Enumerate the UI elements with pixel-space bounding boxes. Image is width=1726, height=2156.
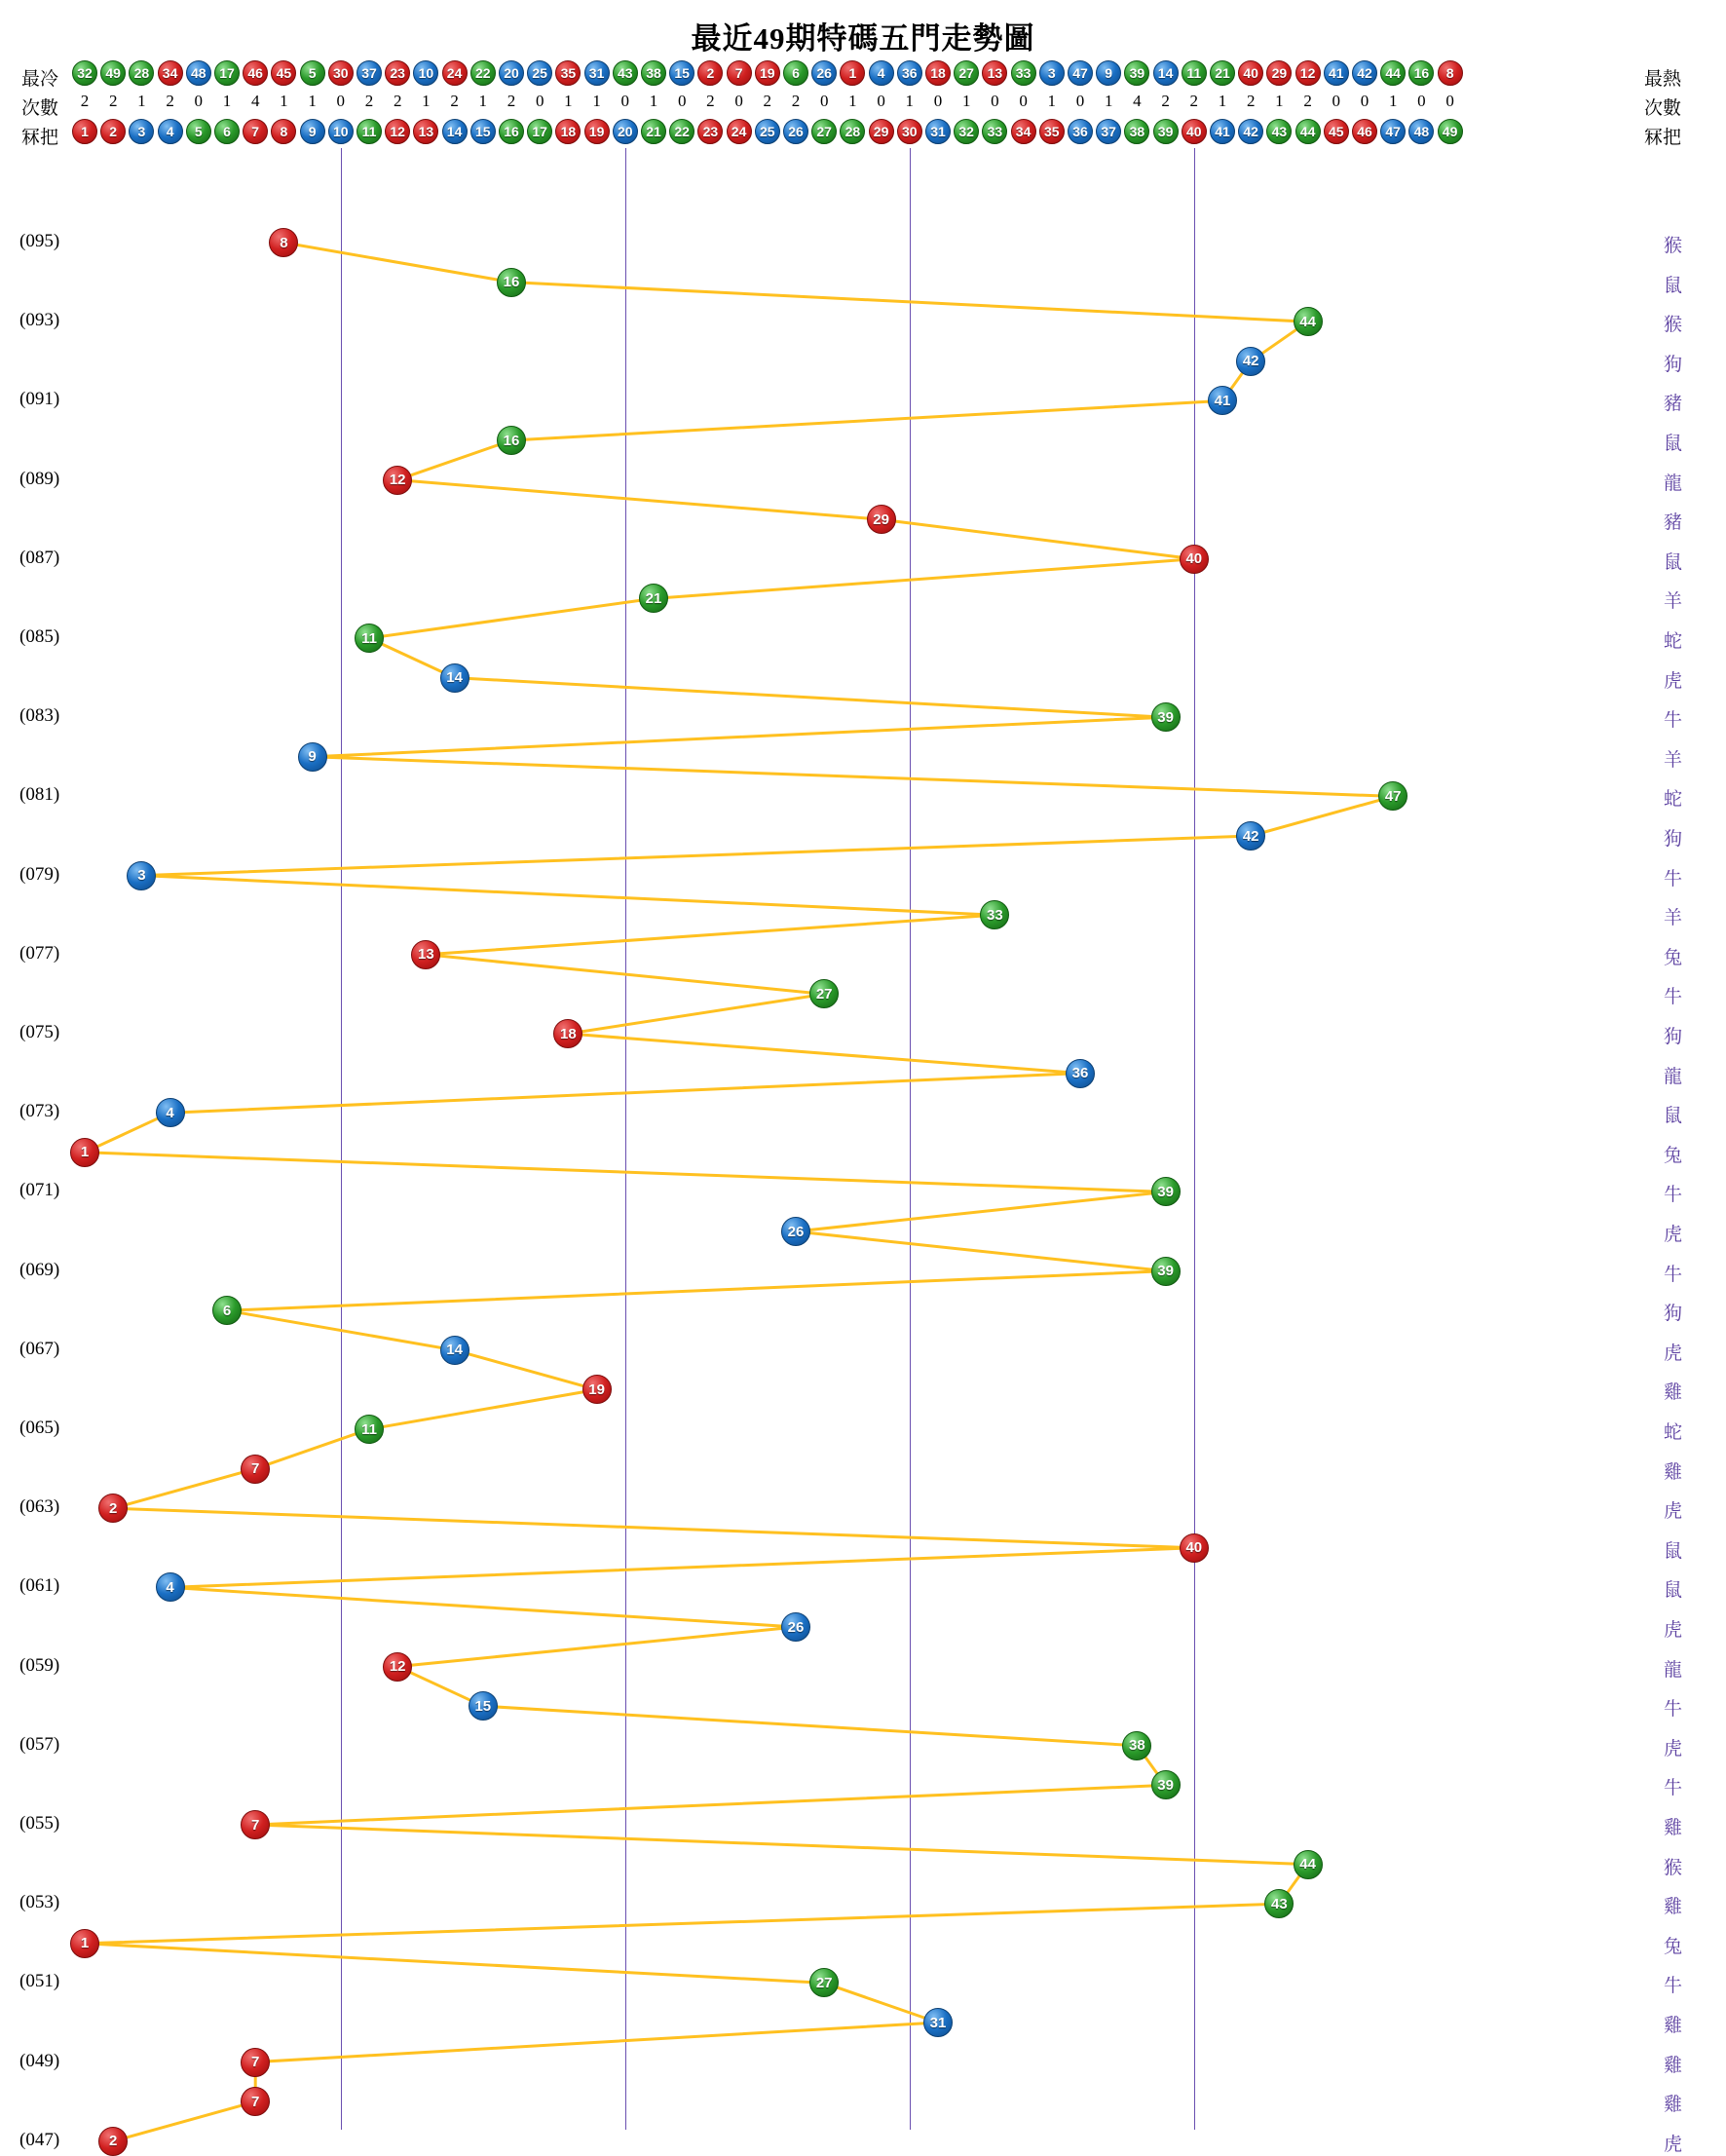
index-ball: 30 <box>897 119 922 144</box>
zodiac-label: 蛇 <box>1664 1422 1683 1443</box>
count-value: 2 <box>763 92 772 110</box>
cold-hot-ball: 34 <box>158 60 183 86</box>
count-value: 2 <box>364 92 374 110</box>
zodiac-label: 牛 <box>1664 1778 1683 1799</box>
data-point-ball: 27 <box>809 1968 839 1997</box>
data-point-ball: 38 <box>1122 1731 1151 1760</box>
zodiac-label: 雞 <box>1664 2095 1683 2116</box>
data-point-ball: 42 <box>1236 347 1265 376</box>
count-value: 2 <box>791 92 801 110</box>
count-value: 2 <box>706 92 715 110</box>
count-value: 2 <box>393 92 402 110</box>
zodiac-label: 虎 <box>1664 1620 1683 1641</box>
data-point-ball: 13 <box>411 940 440 969</box>
zodiac-label: 虎 <box>1664 2134 1683 2155</box>
period-label: (059) <box>19 1654 60 1676</box>
header-label-count-left: 次數 <box>21 98 59 119</box>
data-point-ball: 6 <box>212 1296 242 1325</box>
count-value: 0 <box>336 92 346 110</box>
index-ball: 49 <box>1438 119 1463 144</box>
header-label-coldest: 最冷 <box>21 69 59 90</box>
zodiac-label: 蛇 <box>1664 789 1683 811</box>
cold-hot-ball: 7 <box>727 60 752 86</box>
index-ball: 28 <box>840 119 865 144</box>
period-label: (081) <box>19 784 60 806</box>
count-value: 4 <box>1133 92 1142 110</box>
cold-hot-ball: 26 <box>811 60 837 86</box>
count-value: 1 <box>478 92 488 110</box>
cold-hot-ball: 19 <box>755 60 780 86</box>
zodiac-label: 虎 <box>1664 1343 1683 1364</box>
count-value: 0 <box>933 92 943 110</box>
cold-hot-ball: 41 <box>1324 60 1349 86</box>
index-ball: 3 <box>129 119 154 144</box>
zodiac-label: 豬 <box>1664 512 1683 534</box>
count-value: 0 <box>734 92 743 110</box>
index-ball: 12 <box>385 119 410 144</box>
count-value: 1 <box>1047 92 1057 110</box>
zodiac-label: 牛 <box>1664 1264 1683 1285</box>
index-ball: 37 <box>1096 119 1121 144</box>
zodiac-label: 狗 <box>1664 1027 1683 1047</box>
cold-hot-ball: 17 <box>214 60 240 86</box>
count-value: 1 <box>592 92 601 110</box>
cold-hot-ball: 32 <box>72 60 97 86</box>
cold-hot-ball: 40 <box>1238 60 1263 86</box>
data-point-ball: 15 <box>469 1691 498 1721</box>
index-ball: 18 <box>555 119 581 144</box>
index-ball: 41 <box>1210 119 1235 144</box>
data-point-ball: 44 <box>1294 1850 1323 1879</box>
data-point-ball: 14 <box>440 1336 469 1365</box>
count-value: 1 <box>137 92 146 110</box>
index-ball: 9 <box>300 119 325 144</box>
data-point-ball: 8 <box>269 228 298 257</box>
cold-hot-ball: 27 <box>954 60 979 86</box>
index-ball: 33 <box>982 119 1007 144</box>
index-ball: 31 <box>925 119 951 144</box>
data-point-ball: 18 <box>553 1019 582 1048</box>
cold-hot-ball: 37 <box>356 60 382 86</box>
index-ball: 11 <box>356 119 382 144</box>
data-point-ball: 40 <box>1180 1533 1209 1563</box>
data-point-ball: 2 <box>98 2127 128 2156</box>
count-value: 1 <box>1388 92 1398 110</box>
index-ball: 47 <box>1380 119 1406 144</box>
period-label: (061) <box>19 1575 60 1597</box>
data-point-ball: 16 <box>497 268 526 297</box>
cold-hot-ball: 1 <box>840 60 865 86</box>
count-value: 1 <box>280 92 288 110</box>
cold-hot-ball: 5 <box>300 60 325 86</box>
count-value: 0 <box>677 92 687 110</box>
period-label: (077) <box>19 942 60 964</box>
period-label: (071) <box>19 1180 60 1201</box>
index-ball: 6 <box>214 119 240 144</box>
count-value: 1 <box>905 92 915 110</box>
count-value: 0 <box>1360 92 1370 110</box>
cold-hot-ball: 42 <box>1352 60 1377 86</box>
data-point-ball: 7 <box>241 1810 270 1839</box>
zodiac-label: 猴 <box>1664 236 1683 256</box>
index-ball: 17 <box>527 119 552 144</box>
period-label: (053) <box>19 1892 60 1913</box>
index-ball: 24 <box>727 119 752 144</box>
cold-hot-ball: 23 <box>385 60 410 86</box>
data-point-ball: 12 <box>383 466 412 495</box>
count-value: 2 <box>166 92 174 110</box>
zodiac-label: 猴 <box>1664 1857 1683 1878</box>
zodiac-label: 蛇 <box>1664 631 1683 652</box>
zodiac-label: 雞 <box>1664 1818 1683 1838</box>
cold-hot-ball: 11 <box>1182 60 1207 86</box>
period-label: (065) <box>19 1418 60 1438</box>
index-ball: 43 <box>1266 119 1292 144</box>
cold-hot-ball: 6 <box>783 60 808 86</box>
count-value: 0 <box>1445 92 1454 110</box>
data-point-ball: 26 <box>781 1612 810 1642</box>
header-label-hottest: 最熱 <box>1644 69 1682 90</box>
index-ball: 15 <box>470 119 496 144</box>
index-ball: 44 <box>1295 119 1321 144</box>
index-ball: 19 <box>584 119 610 144</box>
count-value: 1 <box>1104 92 1113 110</box>
zodiac-label: 鼠 <box>1664 275 1683 296</box>
index-ball: 26 <box>783 119 808 144</box>
index-ball: 7 <box>243 119 268 144</box>
count-value: 0 <box>991 92 999 110</box>
zodiac-label: 猴 <box>1664 315 1683 336</box>
cold-hot-ball: 24 <box>442 60 468 86</box>
data-point-ball: 1 <box>70 1138 99 1167</box>
data-point-ball: 33 <box>980 900 1009 929</box>
count-value: 0 <box>1332 92 1341 110</box>
data-point-ball: 44 <box>1294 307 1323 336</box>
cold-hot-ball: 9 <box>1096 60 1121 86</box>
zodiac-label: 鼠 <box>1664 434 1683 454</box>
zodiac-label: 兔 <box>1664 1145 1683 1166</box>
cold-hot-ball: 36 <box>897 60 922 86</box>
zodiac-label: 龍 <box>1664 1066 1683 1087</box>
zodiac-label: 雞 <box>1664 1461 1683 1483</box>
index-ball: 8 <box>271 119 296 144</box>
zodiac-label: 雞 <box>1664 1382 1683 1404</box>
count-value: 4 <box>250 92 260 110</box>
count-value: 0 <box>1075 92 1085 110</box>
zodiac-label: 牛 <box>1664 1185 1683 1206</box>
cold-hot-ball: 13 <box>982 60 1007 86</box>
data-point-ball: 39 <box>1151 1257 1181 1286</box>
cold-hot-ball: 12 <box>1295 60 1321 86</box>
cold-hot-ball: 3 <box>1039 60 1065 86</box>
index-ball: 36 <box>1068 119 1093 144</box>
index-ball: 2 <box>100 119 126 144</box>
cold-hot-ball: 46 <box>243 60 268 86</box>
zodiac-label: 虎 <box>1664 1225 1683 1245</box>
count-value: 2 <box>108 92 118 110</box>
index-ball: 32 <box>954 119 979 144</box>
count-value: 0 <box>877 92 885 110</box>
count-value: 2 <box>80 92 90 110</box>
zodiac-label: 狗 <box>1664 1304 1683 1325</box>
data-point-ball: 42 <box>1236 821 1265 851</box>
count-value: 0 <box>819 92 829 110</box>
zodiac-label: 兔 <box>1664 1936 1683 1957</box>
data-point-ball: 26 <box>781 1217 810 1246</box>
cold-hot-ball: 35 <box>555 60 581 86</box>
cold-hot-ball: 10 <box>413 60 438 86</box>
data-point-ball: 19 <box>582 1375 612 1404</box>
count-value: 2 <box>1189 92 1199 110</box>
zodiac-label: 羊 <box>1664 591 1683 613</box>
zodiac-label: 牛 <box>1664 710 1683 732</box>
zodiac-label: 虎 <box>1664 670 1683 692</box>
cold-hot-ball: 39 <box>1124 60 1149 86</box>
period-label: (085) <box>19 626 60 647</box>
index-ball: 20 <box>613 119 638 144</box>
period-label: (083) <box>19 705 60 727</box>
count-value: 1 <box>564 92 573 110</box>
zodiac-label: 雞 <box>1664 2016 1683 2036</box>
count-value: 1 <box>222 92 232 110</box>
period-label: (067) <box>19 1338 60 1359</box>
cold-hot-ball: 20 <box>499 60 524 86</box>
count-value: 2 <box>1161 92 1170 110</box>
count-value: 1 <box>308 92 317 110</box>
period-label: (095) <box>19 231 60 251</box>
period-label: (049) <box>19 2050 60 2071</box>
zodiac-label: 兔 <box>1664 947 1683 968</box>
index-ball: 22 <box>669 119 694 144</box>
index-ball: 25 <box>755 119 780 144</box>
data-point-ball: 27 <box>809 979 839 1008</box>
cold-hot-ball: 28 <box>129 60 154 86</box>
data-point-ball: 11 <box>355 1415 384 1444</box>
header-label-index-left: 冧把 <box>21 128 59 148</box>
count-value: 1 <box>1275 92 1284 110</box>
data-point-ball: 2 <box>98 1494 128 1523</box>
zodiac-label: 牛 <box>1664 1699 1683 1721</box>
cold-hot-ball: 14 <box>1153 60 1179 86</box>
data-point-ball: 7 <box>241 2087 270 2116</box>
zodiac-label: 虎 <box>1664 1738 1683 1759</box>
cold-hot-ball: 30 <box>328 60 354 86</box>
header-label-count-right: 次數 <box>1644 98 1682 119</box>
data-point-ball: 7 <box>241 2048 270 2077</box>
cold-hot-ball: 25 <box>527 60 552 86</box>
index-ball: 10 <box>328 119 354 144</box>
cold-hot-ball: 44 <box>1380 60 1406 86</box>
zodiac-label: 牛 <box>1664 1976 1683 1997</box>
data-point-ball: 12 <box>383 1652 412 1682</box>
period-label: (073) <box>19 1101 60 1122</box>
cold-hot-ball: 33 <box>1011 60 1036 86</box>
zodiac-label: 羊 <box>1664 908 1683 929</box>
count-value: 0 <box>194 92 204 110</box>
index-ball: 40 <box>1182 119 1207 144</box>
period-label: (089) <box>19 468 60 489</box>
count-value: 1 <box>961 92 971 110</box>
cold-hot-ball: 48 <box>186 60 211 86</box>
data-point-ball: 36 <box>1066 1059 1095 1088</box>
zodiac-label: 豬 <box>1664 394 1683 415</box>
zodiac-label: 鼠 <box>1664 551 1683 573</box>
data-point-ball: 47 <box>1378 781 1407 811</box>
index-ball: 39 <box>1153 119 1179 144</box>
zodiac-label: 雞 <box>1664 1897 1683 1918</box>
cold-hot-ball: 4 <box>869 60 894 86</box>
cold-hot-ball: 2 <box>697 60 723 86</box>
period-label: (091) <box>19 389 60 410</box>
index-ball: 38 <box>1124 119 1149 144</box>
cold-hot-ball: 49 <box>100 60 126 86</box>
index-ball: 4 <box>158 119 183 144</box>
index-ball: 13 <box>413 119 438 144</box>
data-point-ball: 31 <box>923 2008 953 2037</box>
period-label: (075) <box>19 1022 60 1042</box>
cold-hot-ball: 21 <box>1210 60 1235 86</box>
cold-hot-ball: 38 <box>641 60 666 86</box>
data-point-ball: 16 <box>497 426 526 455</box>
index-ball: 27 <box>811 119 837 144</box>
data-point-ball: 39 <box>1151 702 1181 732</box>
data-point-ball: 4 <box>156 1098 185 1127</box>
cold-hot-ball: 18 <box>925 60 951 86</box>
zodiac-label: 鼠 <box>1664 1106 1683 1127</box>
count-value: 1 <box>1218 92 1227 110</box>
zodiac-label: 龍 <box>1664 1659 1683 1681</box>
header-label-index-right: 冧把 <box>1644 128 1682 148</box>
data-point-ball: 3 <box>127 861 156 890</box>
count-value: 2 <box>450 92 459 110</box>
count-value: 2 <box>1303 92 1312 110</box>
cold-hot-ball: 47 <box>1068 60 1093 86</box>
index-ball: 5 <box>186 119 211 144</box>
index-ball: 21 <box>641 119 666 144</box>
period-label: (079) <box>19 863 60 885</box>
index-ball: 46 <box>1352 119 1377 144</box>
cold-hot-ball: 43 <box>613 60 638 86</box>
period-label: (057) <box>19 1733 60 1755</box>
period-label: (087) <box>19 547 60 568</box>
index-ball: 34 <box>1011 119 1036 144</box>
zodiac-label: 牛 <box>1664 868 1683 889</box>
count-value: 2 <box>507 92 516 110</box>
cold-hot-ball: 31 <box>584 60 610 86</box>
cold-hot-ball: 8 <box>1438 60 1463 86</box>
zodiac-label: 狗 <box>1664 829 1683 850</box>
zodiac-label: 虎 <box>1664 1501 1683 1523</box>
data-point-ball: 7 <box>241 1455 270 1484</box>
data-point-ball: 40 <box>1180 545 1209 574</box>
cold-hot-ball: 15 <box>669 60 694 86</box>
data-point-ball: 41 <box>1208 386 1237 415</box>
index-ball: 48 <box>1408 119 1434 144</box>
count-value: 1 <box>649 92 658 110</box>
period-label: (047) <box>19 2129 60 2150</box>
count-value: 0 <box>1019 92 1028 110</box>
count-value: 0 <box>535 92 544 110</box>
index-ball: 42 <box>1238 119 1263 144</box>
data-point-ball: 11 <box>355 624 384 653</box>
index-ball: 35 <box>1039 119 1065 144</box>
count-value: 1 <box>848 92 857 110</box>
period-label: (069) <box>19 1259 60 1280</box>
zodiac-label: 龍 <box>1664 473 1683 494</box>
zodiac-label: 羊 <box>1664 749 1683 771</box>
cold-hot-ball: 45 <box>271 60 296 86</box>
index-ball: 16 <box>499 119 524 144</box>
cold-hot-ball: 29 <box>1266 60 1292 86</box>
data-point-ball: 39 <box>1151 1770 1181 1799</box>
data-point-ball: 29 <box>867 505 896 534</box>
zodiac-label: 牛 <box>1664 987 1683 1008</box>
index-ball: 45 <box>1324 119 1349 144</box>
count-value: 0 <box>620 92 630 110</box>
zodiac-label: 鼠 <box>1664 1540 1683 1562</box>
data-point-ball: 1 <box>70 1929 99 1958</box>
period-label: (055) <box>19 1813 60 1834</box>
count-value: 0 <box>1417 92 1426 110</box>
data-point-ball: 4 <box>156 1572 185 1602</box>
cold-hot-ball: 22 <box>470 60 496 86</box>
zodiac-label: 雞 <box>1664 2055 1683 2076</box>
period-label: (063) <box>19 1496 60 1518</box>
count-value: 2 <box>1246 92 1256 110</box>
zodiac-label: 狗 <box>1664 354 1683 375</box>
zodiac-label: 鼠 <box>1664 1580 1683 1602</box>
data-point-ball: 9 <box>298 742 327 772</box>
data-point-ball: 14 <box>440 663 469 693</box>
page-title: 最近49期特碼五門走勢圖 <box>691 21 1035 56</box>
data-point-ball: 21 <box>639 584 668 613</box>
index-ball: 29 <box>869 119 894 144</box>
data-point-ball: 39 <box>1151 1177 1181 1206</box>
data-point-ball: 43 <box>1264 1889 1294 1918</box>
period-label: (051) <box>19 1971 60 1992</box>
count-value: 1 <box>422 92 431 110</box>
index-ball: 14 <box>442 119 468 144</box>
cold-hot-ball: 16 <box>1408 60 1434 86</box>
index-ball: 1 <box>72 119 97 144</box>
period-label: (093) <box>19 310 60 331</box>
index-ball: 23 <box>697 119 723 144</box>
